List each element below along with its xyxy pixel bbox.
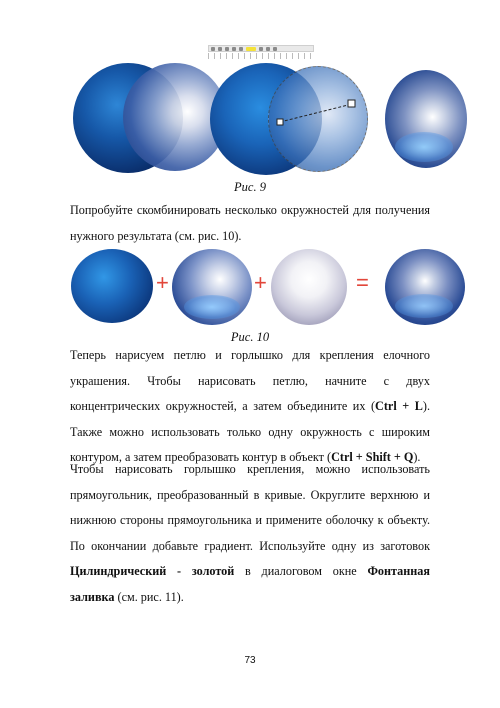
sphere-step-1 xyxy=(71,249,153,323)
sphere-result-fig10-highlight xyxy=(395,294,453,318)
interactive-fill-icon[interactable] xyxy=(246,47,256,51)
pointer-icon[interactable] xyxy=(211,47,215,51)
preset-name: Цилиндрический - золотой xyxy=(70,564,235,578)
paragraph-2-text-2: ). Также можно использовать только одну окружность с широким контуром, а затем преобразовать контур в объект ( xyxy=(70,399,431,464)
plus-operator-2: + xyxy=(254,270,267,295)
gradient-handle[interactable] xyxy=(268,66,368,172)
paragraph-3 xyxy=(70,457,430,610)
paragraph-2 xyxy=(70,343,430,471)
sphere-step-2-highlight xyxy=(184,295,240,319)
ruler xyxy=(208,53,314,59)
equals-operator: = xyxy=(356,270,369,295)
sphere-highlight-fig9 xyxy=(395,132,453,162)
paragraph-2-text-1: Теперь нарисуем петлю и горлышко для крепления елочного украшения. Чтобы нарисовать петлю, начните с двух концентрических окружностей, а затем объедините их ( xyxy=(70,348,430,413)
zoom-icon[interactable] xyxy=(225,47,229,51)
hotkey-convert-outline: Ctrl + Shift + Q xyxy=(331,450,414,464)
dialog-name: Фонтанная заливка xyxy=(70,564,430,604)
shape-icon[interactable] xyxy=(218,47,222,51)
figure-10-caption: Рис. 10 xyxy=(230,330,270,344)
outline-icon[interactable] xyxy=(259,47,263,51)
paragraph-2-text-3: ). xyxy=(413,450,421,464)
editor-toolbar xyxy=(208,45,314,52)
paragraph-3-text-3: (см. рис. 11). xyxy=(114,589,184,604)
eyedropper-icon[interactable] xyxy=(273,47,277,51)
paragraph-3-text-2: в диалоговом окне xyxy=(234,564,368,578)
blend-icon[interactable] xyxy=(266,47,270,51)
hotkey-combine: Ctrl + L xyxy=(375,399,423,413)
paragraph-1: Попробуйте скомбинировать несколько окружностей для получения нужного результата (см. рис. 10). xyxy=(70,203,430,243)
figure-9-caption: Рис. 9 xyxy=(234,180,266,194)
plus-operator-1: + xyxy=(156,270,169,295)
paragraph-3-text-1: Чтобы нарисовать горлышко крепления, можно использовать прямоугольник, преобразованный в кривые. Округлите верхнюю и нижнюю стороны прямоугольника и примените оболочку к объекту. По окончании добавьте градиент. Используйте одну из заготовок xyxy=(70,462,430,553)
sphere-step-3 xyxy=(271,249,347,325)
fill-icon[interactable] xyxy=(239,47,243,51)
text-icon[interactable] xyxy=(232,47,236,51)
page-number: 73 xyxy=(244,655,256,666)
